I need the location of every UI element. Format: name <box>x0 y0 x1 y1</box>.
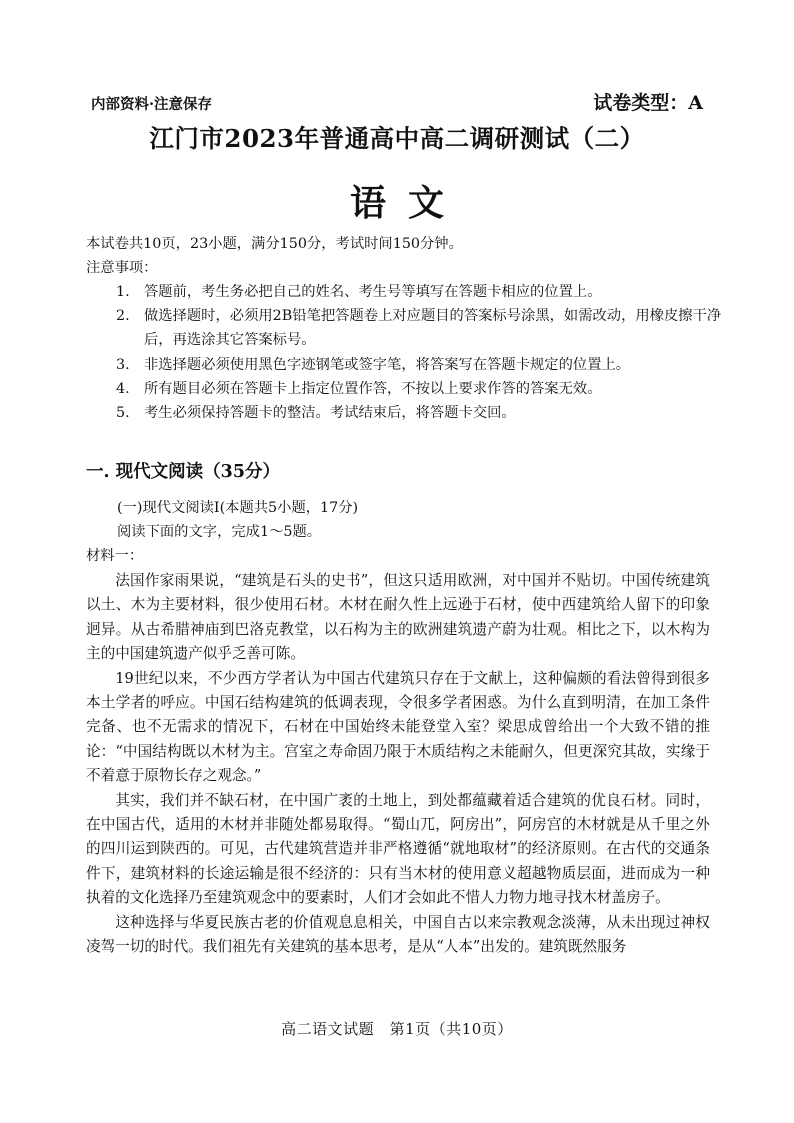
reading-instruction: 阅读下面的文字，完成1～5题。 <box>117 524 322 540</box>
note-number: 3. <box>116 356 130 373</box>
article-paragraph: 其实，我们并不缺石材，在中国广袤的土地上，到处都蕴藏着适合建筑的优良石材。同时，在中国古代，适用的木材并非随处都易取得。“蜀山兀，阿房出”，阿房宫的木材就是从千里之外的四川运到陕西的。可见，古代建筑营造并非严格遵循“就地取材”的经济原则。在古代的交通条件下，建筑材料的长途运输是很不经济的：只有当木材的使用意义超越物质层面，进而成为一种执着的文化选择乃至建筑观念中的要素时，人们才会如此不惜人力物力地寻找木材盖房子。 <box>86 791 710 907</box>
material-label: 材料一： <box>86 548 144 564</box>
note-number: 5. <box>116 405 130 422</box>
paper-type: 试卷类型：A <box>593 92 703 114</box>
internal-note: 内部资料·注意保存 <box>91 96 213 113</box>
notes-heading: 注意事项： <box>86 260 158 276</box>
note-item <box>116 304 728 352</box>
note-text: 做选择题时，必须用2B铅笔把答题卷上对应题目的答案标号涂黑，如需改动，用橡皮擦干净后，再选涂其它答案标号。 <box>144 308 722 349</box>
article-paragraph: 这种选择与华夏民族古老的价值观息息相关，中国自古以来宗教观念淡薄，从未出现过神权凌驾一切的时代。我们祖先有关建筑的基本思考，是从“人本”出发的。建筑既然服务 <box>86 913 710 956</box>
exam-intro: 本试卷共10页，23小题，满分150分，考试时间150分钟。 <box>86 236 463 252</box>
article-paragraph: 法国作家雨果说，“建筑是石头的史书”，但这只适用欧洲，对中国并不贴切。中国传统建筑以土、木为主要材料，很少使用石材。木材在耐久性上远逊于石材，使中西建筑给人留下的印象迥异。从古希腊神庙到巴洛克教堂，以石构为主的欧洲建筑遗产蔚为壮观。相比之下，以木构为主的中国建筑遗产似乎乏善可陈。 <box>86 572 710 663</box>
article-paragraph: 19世纪以来，不少西方学者认为中国古代建筑只存在于文献上，这种偏颇的看法曾得到很多本土学者的呼应。中国石结构建筑的低调表现，令很多学者困惑。为什么直到明清，在加工条件完备、也不无需求的情况下，石材在中国始终未能登堂入室？梁思成曾给出一个大致不错的推论：“中国结构既以木材为主。宫室之寿命固乃限于木质结构之未能耐久，但更深究其故，实缘于不着意于原物长存之观念。” <box>86 669 710 785</box>
note-number: 2. <box>116 308 130 325</box>
note-text: 非选择题必须使用黑色字迹钢笔或签字笔，将答案写在答题卡规定的位置上。 <box>144 356 631 373</box>
note-text: 所有题目必须在答题卡上指定位置作答，不按以上要求作答的答案无效。 <box>144 380 602 397</box>
reading-article <box>86 569 710 960</box>
note-item <box>116 401 728 425</box>
note-text: 考生必须保持答题卡的整洁。考试结束后，将答题卡交回。 <box>144 405 516 422</box>
notes-list <box>116 280 728 425</box>
note-text: 答题前，考生务必把自己的姓名、考生号等填写在答题卡相应的位置上。 <box>144 284 602 300</box>
section-title: 一. 现代文阅读（35分） <box>86 462 281 482</box>
part-heading: (一)现代文阅读Ⅰ(本题共5小题，17分) <box>117 500 359 516</box>
note-number: 1. <box>116 284 130 300</box>
page-footer: 高二语文试题 第1页（共10页） <box>281 1020 513 1038</box>
subject-title: 语文 <box>349 182 466 224</box>
exam-title: 江门市2023年普通高中高二调研测试（二） <box>149 124 645 153</box>
note-item <box>116 353 728 377</box>
note-item <box>116 280 728 304</box>
header-row <box>91 93 703 117</box>
note-number: 4. <box>116 380 130 397</box>
note-item <box>116 377 728 401</box>
